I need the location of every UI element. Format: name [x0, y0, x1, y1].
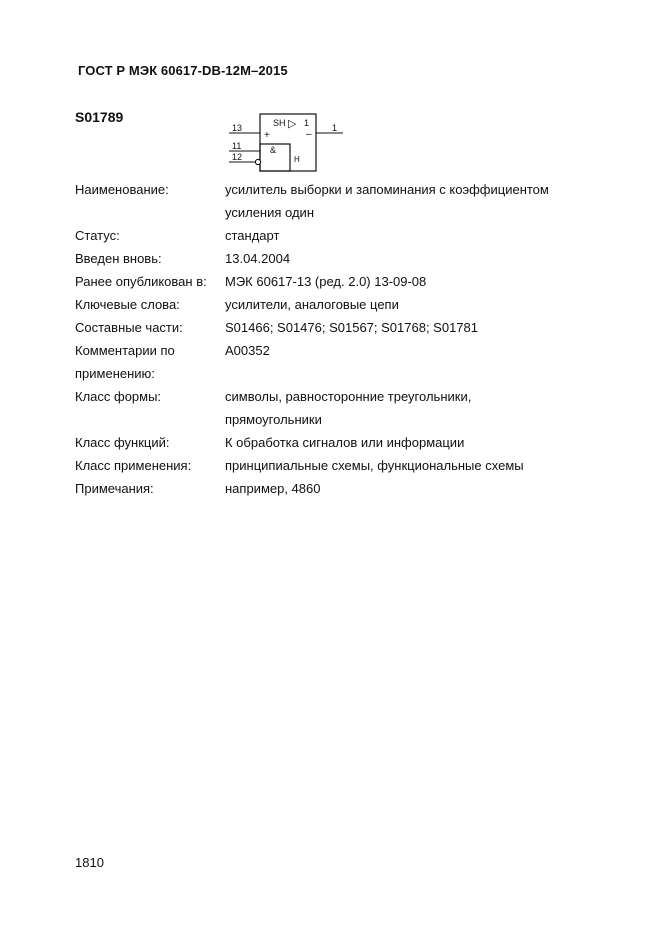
sample-hold-amplifier-symbol [226, 112, 346, 174]
field-value: К обработка сигналов или информации [225, 435, 465, 450]
symbol-minus: – [306, 129, 312, 140]
field-keywords [75, 293, 595, 316]
field-label: Класс формы: [75, 389, 162, 404]
field-label: Класс функций: [75, 435, 170, 450]
field-value-line: прямоугольники [225, 412, 322, 427]
entry-fields [75, 178, 595, 500]
field-label [75, 339, 225, 385]
field-label-line: применению: [75, 366, 155, 381]
field-label-line: Комментарии по [75, 343, 175, 358]
field-value-line: символы, равносторонние треугольники, [225, 389, 472, 404]
symbol-plus: + [264, 130, 270, 141]
field-label: Наименование: [75, 182, 169, 197]
symbol-negation-circle [255, 159, 260, 164]
field-components [75, 316, 595, 339]
field-label: Ранее опубликован в: [75, 274, 207, 289]
field-previously-published [75, 270, 595, 293]
symbol-and-label: & [270, 145, 277, 155]
field-value [225, 385, 595, 431]
field-label: Статус: [75, 228, 120, 243]
field-label: Введен вновь: [75, 251, 162, 266]
symbol-sh-label: SH [273, 118, 286, 128]
field-value: 13.04.2004 [225, 251, 291, 266]
field-value: принципиальные схемы, функциональные схемы [225, 458, 524, 473]
symbol-top-number: 1 [304, 118, 310, 128]
field-value: A00352 [225, 343, 270, 358]
field-status [75, 224, 595, 247]
field-value-line: усилитель выборки и запоминания с коэффициентом [225, 182, 549, 197]
field-label: Ключевые слова: [75, 297, 180, 312]
page-number: 1810 [75, 855, 104, 870]
field-notes [75, 477, 595, 500]
field-shape-class [75, 385, 595, 431]
field-value: стандарт [225, 228, 280, 243]
field-application-class [75, 454, 595, 477]
symbol-pin-11: 11 [232, 141, 242, 151]
symbol-pin-out: 1 [332, 123, 338, 133]
symbol-triangle-glyph: ▷ [288, 118, 297, 130]
symbol-h-label: H [294, 155, 300, 164]
field-label: Составные части: [75, 320, 183, 335]
entry-code: S01789 [75, 109, 124, 125]
field-value: усилители, аналоговые цепи [225, 297, 399, 312]
symbol-pin-12: 12 [232, 152, 243, 162]
field-application-notes [75, 339, 595, 385]
field-label: Примечания: [75, 481, 154, 496]
field-name [75, 178, 595, 224]
field-value-line: усиления один [225, 205, 314, 220]
field-value: S01466; S01476; S01567; S01768; S01781 [225, 320, 478, 335]
field-function-class [75, 431, 595, 454]
field-value: МЭК 60617-13 (ред. 2.0) 13-09-08 [225, 274, 427, 289]
field-value: например, 4860 [225, 481, 321, 496]
document-header: ГОСТ Р МЭК 60617-DB-12M–2015 [78, 63, 288, 78]
field-introduced [75, 247, 595, 270]
symbol-pin-13: 13 [232, 123, 243, 133]
field-label: Класс применения: [75, 458, 192, 473]
field-value [225, 178, 595, 224]
